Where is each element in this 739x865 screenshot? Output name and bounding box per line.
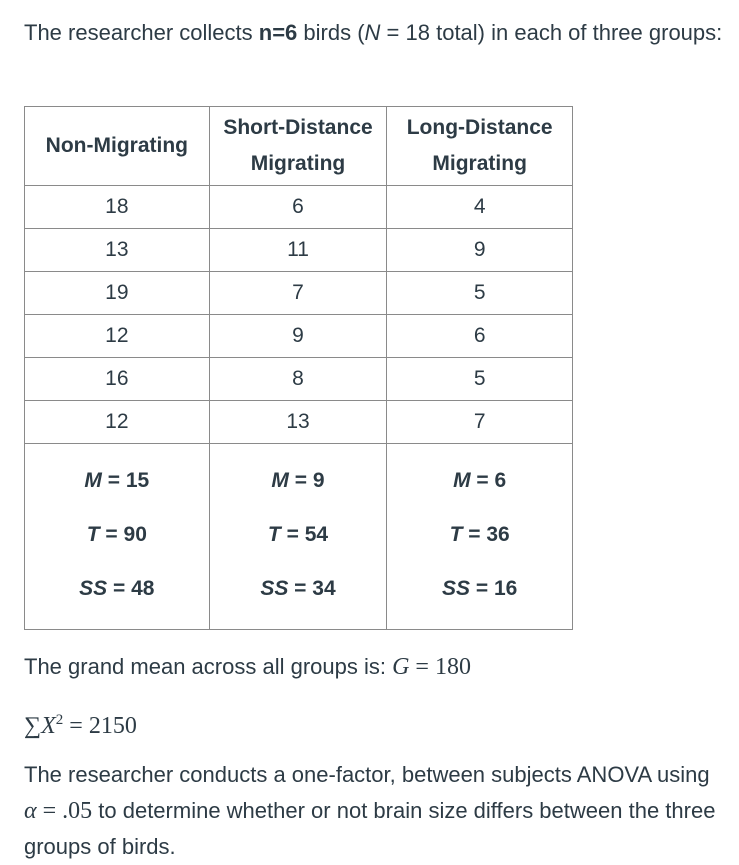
cell: 11 bbox=[209, 229, 387, 272]
cell: 19 bbox=[25, 272, 210, 315]
cell: 5 bbox=[387, 358, 573, 401]
cell: 12 bbox=[25, 315, 210, 358]
table-row bbox=[25, 315, 573, 358]
cell: 5 bbox=[387, 272, 573, 315]
cell: 7 bbox=[387, 401, 573, 444]
table-row bbox=[25, 272, 573, 315]
intro-text: The researcher collects n=6 birds (N = 18 total) in each of three groups: bbox=[24, 20, 723, 45]
cell: 13 bbox=[209, 401, 387, 444]
stats-row bbox=[25, 444, 573, 630]
sum-x-squared-line: $\sum X^2 = 2150$ bbox=[24, 712, 137, 739]
header-row bbox=[25, 107, 573, 186]
stats-long-distance bbox=[387, 444, 573, 630]
outro-text: The researcher conducts a one-factor, between subjects ANOVA using α = .05 to determine whether or not brain size differs between the three groups of birds. bbox=[24, 762, 716, 859]
total-value: T = 36 bbox=[449, 523, 510, 546]
mean-value: M = 9 bbox=[271, 469, 325, 492]
ss-value: SS = 34 bbox=[260, 577, 336, 600]
grand-total-line: The grand mean across all groups is: G = 180 bbox=[24, 654, 471, 680]
total-value: T = 90 bbox=[86, 523, 147, 546]
cell: 4 bbox=[387, 186, 573, 229]
table-row bbox=[25, 358, 573, 401]
cell: 13 bbox=[25, 229, 210, 272]
header-long-distance: Long-Distance Migrating bbox=[387, 107, 573, 186]
header-short-distance: Short-Distance Migrating bbox=[209, 107, 387, 186]
cell: 7 bbox=[209, 272, 387, 315]
table-row bbox=[25, 401, 573, 444]
table-row bbox=[25, 229, 573, 272]
stats-non-migrating bbox=[25, 444, 210, 630]
total-value: T = 54 bbox=[267, 523, 329, 546]
cell: 6 bbox=[387, 315, 573, 358]
sample-size: n=6 bbox=[258, 20, 298, 45]
stats-short-distance bbox=[209, 444, 387, 630]
mean-value: M = 15 bbox=[84, 469, 150, 492]
cell: 18 bbox=[25, 186, 210, 229]
cell: 6 bbox=[209, 186, 387, 229]
cell: 9 bbox=[387, 229, 573, 272]
cell: 12 bbox=[25, 401, 210, 444]
header-non-migrating: Non-Migrating bbox=[25, 107, 210, 186]
data-table bbox=[24, 106, 573, 630]
cell: 9 bbox=[209, 315, 387, 358]
mean-value: M = 6 bbox=[453, 469, 507, 492]
table-row bbox=[25, 186, 573, 229]
cell: 8 bbox=[209, 358, 387, 401]
cell: 16 bbox=[25, 358, 210, 401]
ss-value: SS = 48 bbox=[79, 577, 155, 600]
ss-value: SS = 16 bbox=[442, 577, 518, 600]
